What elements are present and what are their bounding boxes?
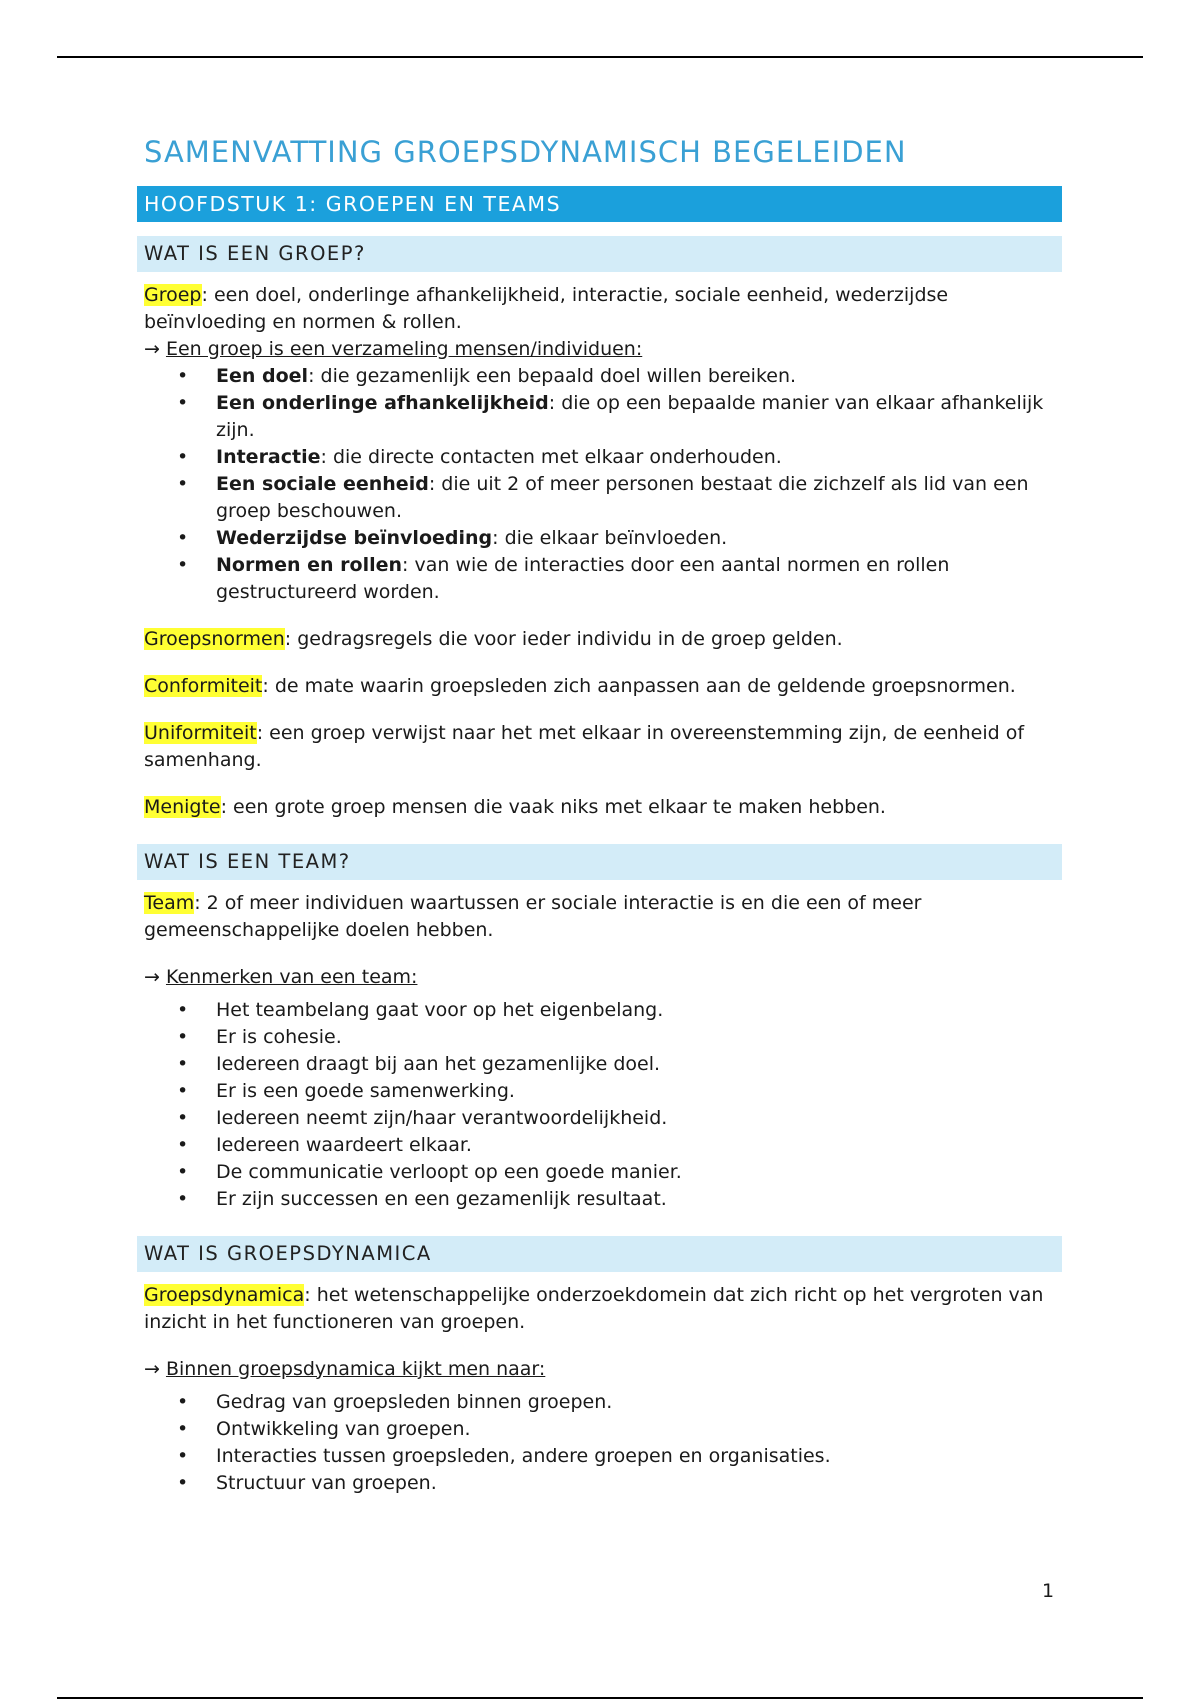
list-item: • Het teambelang gaat voor op het eigenbelang. <box>216 997 1062 1024</box>
groepsdynamica-bullet-list <box>137 1389 1062 1497</box>
list-item: • Er is cohesie. <box>216 1024 1062 1051</box>
bold-term: Interactie <box>216 445 321 468</box>
item-text: : van wie de interacties door een aantal normen en rollen gestructureerd worden. <box>216 553 950 603</box>
item-text: : die directe contacten met elkaar onderhouden. <box>320 445 782 468</box>
highlighted-term: Conformiteit <box>144 674 263 697</box>
definition-menigte <box>137 794 1062 821</box>
item-text: : die gezamenlijk een bepaald doel willen bereiken. <box>308 364 797 387</box>
highlighted-term: Menigte <box>144 795 221 818</box>
list-item: • Iedereen waardeert elkaar. <box>216 1132 1062 1159</box>
definition-groepsdynamica <box>137 1282 1062 1336</box>
list-item: • De communicatie verloopt op een goede manier. <box>216 1159 1062 1186</box>
section-heading-groep: WAT IS EEN GROEP? <box>137 236 1062 272</box>
list-item: • Gedrag van groepsleden binnen groepen. <box>216 1389 1062 1416</box>
section-heading-team: WAT IS EEN TEAM? <box>137 844 1062 880</box>
arrow-icon: → <box>144 337 160 360</box>
definition-text: : gedragsregels die voor ieder individu in de groep gelden. <box>284 627 843 650</box>
team-bullet-list <box>137 997 1062 1213</box>
list-item <box>216 552 1062 606</box>
list-item <box>216 390 1062 444</box>
list-item <box>216 444 1062 471</box>
definition-text: : een groep verwijst naar het met elkaar in overeenstemming zijn, de eenheid of samenhang. <box>144 721 1025 771</box>
bold-term: Normen en rollen <box>216 553 403 576</box>
list-item: • Interacties tussen groepsleden, andere groepen en organisaties. <box>216 1443 1062 1470</box>
item-text: : die uit 2 of meer personen bestaat die zichzelf als lid van een groep beschouwen. <box>216 472 1029 522</box>
groep-bullet-list <box>137 363 1062 606</box>
list-item: • Er is een goede samenwerking. <box>216 1078 1062 1105</box>
bottom-rule <box>57 1697 1143 1699</box>
document-title: SAMENVATTING GROEPSDYNAMISCH BEGELEIDEN <box>144 135 907 169</box>
list-item: • Structuur van groepen. <box>216 1470 1062 1497</box>
top-rule <box>57 56 1143 58</box>
highlighted-term: Groep <box>144 283 202 306</box>
list-item: • Er zijn successen en een gezamenlijk resultaat. <box>216 1186 1062 1213</box>
bold-term: Een doel <box>216 364 309 387</box>
intro-groep <box>137 336 1062 363</box>
definition-text: : 2 of meer individuen waartussen er sociale interactie is en die een of meer gemeenschappelijke doelen hebben. <box>144 891 922 941</box>
list-item: • Iedereen neemt zijn/haar verantwoordelijkheid. <box>216 1105 1062 1132</box>
definition-text: : het wetenschappelijke onderzoekdomein dat zich richt op het vergroten van inzicht in het functioneren van groepen. <box>144 1283 1044 1333</box>
list-item: • Ontwikkeling van groepen. <box>216 1416 1062 1443</box>
intro-groepsdynamica <box>137 1356 1062 1383</box>
arrow-icon: → <box>144 1357 160 1380</box>
definition-groepsnormen <box>137 626 1062 653</box>
highlighted-term: Groepsnormen <box>144 627 285 650</box>
page-number: 1 <box>1042 1580 1055 1602</box>
intro-text: Binnen groepsdynamica kijkt men naar: <box>165 1357 546 1380</box>
definition-conformiteit <box>137 673 1062 700</box>
intro-text: Een groep is een verzameling mensen/individuen: <box>165 337 643 360</box>
document-body <box>137 132 1062 1497</box>
definition-team <box>137 890 1062 944</box>
highlighted-term: Team <box>144 891 195 914</box>
bold-term: Een onderlinge afhankelijkheid <box>216 391 549 414</box>
intro-team <box>137 964 1062 991</box>
definition-uniformiteit <box>137 720 1062 774</box>
section-heading-groepsdynamica: WAT IS GROEPSDYNAMICA <box>137 1236 1062 1272</box>
list-item <box>216 471 1062 525</box>
bold-term: Wederzijdse beïnvloeding <box>216 526 493 549</box>
item-text: : die elkaar beïnvloeden. <box>492 526 728 549</box>
highlighted-term: Uniformiteit <box>144 721 257 744</box>
definition-text: : een grote groep mensen die vaak niks met elkaar te maken hebben. <box>220 795 886 818</box>
list-item: • Iedereen draagt bij aan het gezamenlijke doel. <box>216 1051 1062 1078</box>
highlighted-term: Groepsdynamica <box>144 1283 305 1306</box>
list-item <box>216 525 1062 552</box>
arrow-icon: → <box>144 965 160 988</box>
chapter-heading: HOOFDSTUK 1: GROEPEN EN TEAMS <box>137 186 1062 222</box>
item-text: : die op een bepaalde manier van elkaar afhankelijk zijn. <box>216 391 1044 441</box>
definition-groep <box>137 282 1062 336</box>
intro-text: Kenmerken van een team: <box>165 965 418 988</box>
definition-text: : de mate waarin groepsleden zich aanpassen aan de geldende groepsnormen. <box>262 674 1016 697</box>
bold-term: Een sociale eenheid <box>216 472 429 495</box>
definition-text: : een doel, onderlinge afhankelijkheid, interactie, sociale eenheid, wederzijdse beïnvloeding en normen & rollen. <box>144 283 949 333</box>
list-item <box>216 363 1062 390</box>
